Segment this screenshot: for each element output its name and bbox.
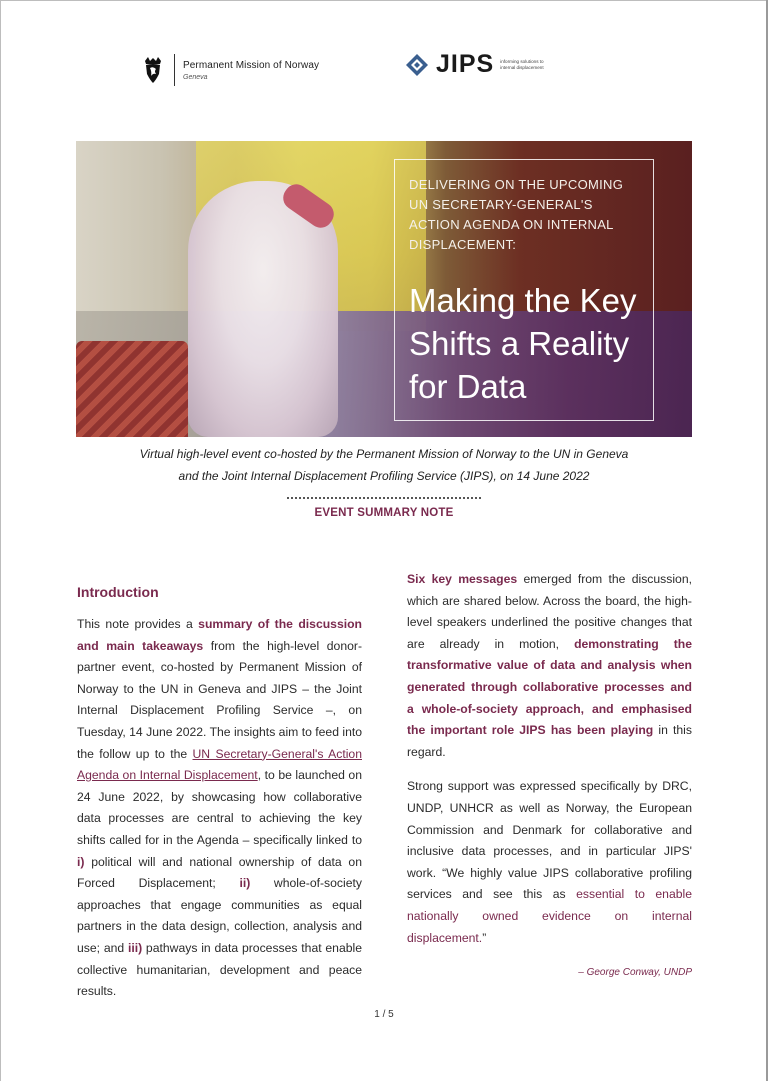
support-paragraph [407,776,692,949]
page-number: 1 / 5 [374,1009,394,1020]
jips-wordmark: JIPS [436,50,495,78]
intro-text: , to be launched on 24 June 2022, by showcasing how collaborative data processes are central to achieving the key shifts called for in the Agenda – specifically linked to [77,768,362,847]
jips-tagline: informing solutions to internal displacement [500,59,544,70]
left-column [77,582,362,1003]
quote-attribution: – George Conway, UNDP [578,967,692,979]
intro-text: This note provides a [77,617,199,631]
intro-text: from the high-level donor-partner event, co-hosted by Permanent Mission of Norway to the UN in Geneva and JIPS – the Joint Internal Displacement Profiling Service –, on Tuesday, 14 June 2022. The insights aim to feed into the follow up to the [77,638,363,761]
hero-couch [76,341,188,437]
key-messages-highlight: Six key messages [407,572,518,586]
intro-marker-ii: ii) [239,876,251,891]
key-messages-text: in this regard. [407,723,692,759]
intro-highlight-summary: summary of the discussion and main takeaways [77,617,362,653]
page-border-top [0,0,768,1]
event-caption [76,443,692,487]
event-caption-line2: and the Joint Internal Displacement Profiling Service (JIPS), on 14 June 2022 [178,469,590,483]
dotted-divider [287,497,481,499]
norway-lion-icon [142,56,164,84]
support-text-end: ” [482,930,487,945]
introduction-paragraph [77,614,362,1003]
action-agenda-link[interactable]: UN Secretary-General's Action Agenda on Internal Displacement [77,746,362,783]
intro-text: pathways in data processes that enable collective humanitarian, development and peace results. [77,940,362,999]
event-summary-label: EVENT SUMMARY NOTE [314,507,454,519]
right-column [407,569,692,984]
norway-logo-text [183,60,319,81]
intro-text: whole-of-society approaches that engage communities as equal partners in the data design, collection, analysis and use; and [77,876,362,955]
intro-marker-iii: iii) [127,940,143,955]
hero-banner [76,141,692,437]
intro-marker-i: i) [77,854,85,869]
jips-logo [405,52,548,77]
page-border-left [0,0,1,1081]
hero-kicker: DELIVERING ON THE UPCOMING UN SECRETARY-GENERAL'S ACTION AGENDA ON INTERNAL DISPLACEMENT: [409,177,624,252]
event-caption-line1: Virtual high-level event co-hosted by the Permanent Mission of Norway to the UN in Geneva [139,447,629,461]
support-quote-highlight: essential to enable nationally owned evidence on internal displacement. [407,887,693,945]
introduction-heading: Introduction [77,584,159,600]
jips-diamond-icon [405,53,429,77]
norway-mission-city: Geneva [183,73,208,81]
key-messages-paragraph [407,569,692,763]
norway-mission-logo [142,54,319,86]
intro-text: political will and national ownership of data on Forced Displacement; [77,854,362,891]
norway-mission-name: Permanent Mission of Norway [183,59,320,71]
key-messages-highlight-2: demonstrating the transformative value of data and analysis when generated through collaborative processes and a whole-of-society approach, and emphasised the important role JIPS has been playing [407,636,692,738]
support-text: Strong support was expressed specifically by DRC, UNDP, UNHCR as well as Norway, the European Commission and Denmark for collaborative and inclusive data processes, and in particular JIPS' work. “We highly value JIPS collaborative profiling services and see this as [407,779,692,902]
key-messages-text: emerged from the discussion, which are shared below. Across the board, the high-level speakers underlined the positive changes that are already in motion, [407,572,692,651]
hero-title: Making the Key Shifts a Reality for Data [409,282,637,405]
logo-divider [174,54,175,86]
